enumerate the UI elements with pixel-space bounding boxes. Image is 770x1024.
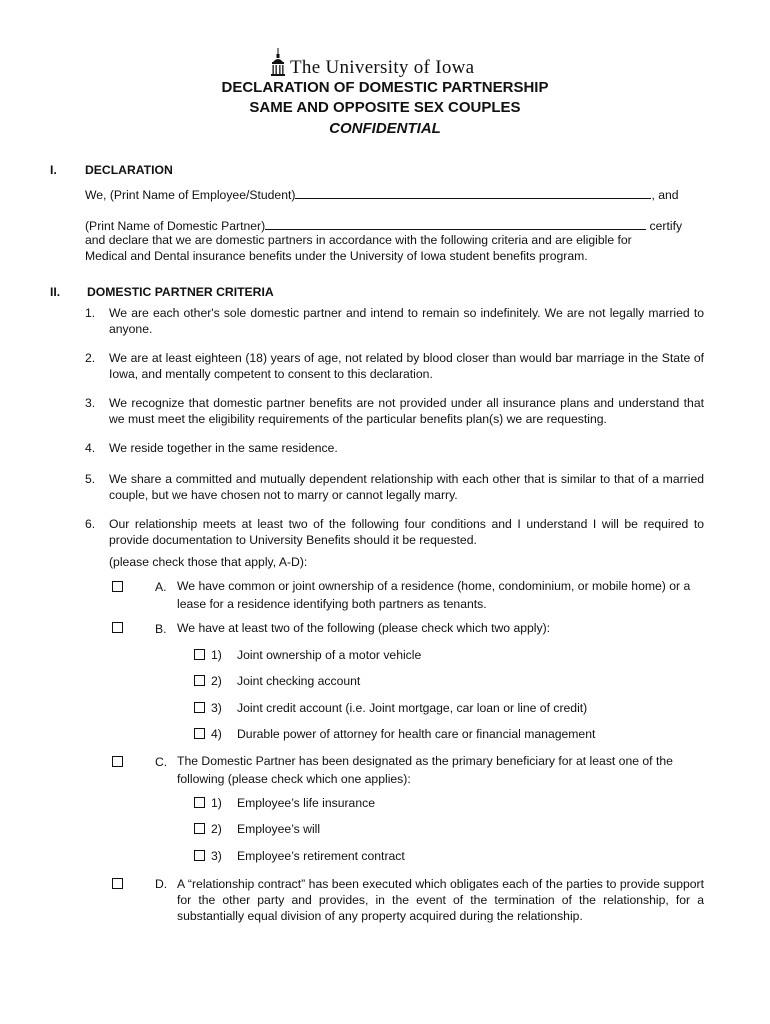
old-capitol-icon bbox=[270, 48, 286, 78]
criterion-text: We are at least eighteen (18) years of age, not related by blood closer than would bar marriage in the State of Iowa, and mentally competent to consent to this declaration. bbox=[109, 351, 704, 381]
criterion-text: Our relationship meets at least two of the following four conditions and I understand I will be required to provide documentation to University Benefits should it be requested. bbox=[109, 517, 704, 547]
option-d-checkbox[interactable] bbox=[112, 878, 123, 889]
document-subtitle: SAME AND OPPOSITE SEX COUPLES bbox=[249, 99, 521, 116]
option-a-letter: A. bbox=[155, 580, 167, 594]
partner-name-row bbox=[85, 217, 710, 234]
declaration-text-line3: Medical and Dental insurance benefits under the University of Iowa student benefits program. bbox=[85, 249, 588, 263]
partner-name-field[interactable] bbox=[265, 217, 646, 230]
option-b-sub-text: Durable power of attorney for health care or financial management bbox=[237, 727, 596, 741]
logo-wordmark: The University of Iowa bbox=[290, 57, 475, 78]
option-b-checkbox[interactable] bbox=[112, 622, 123, 633]
option-a-checkbox[interactable] bbox=[112, 581, 123, 592]
option-c-sub-number: 1) bbox=[211, 796, 222, 810]
option-b-sub-text: Joint checking account bbox=[237, 674, 361, 688]
option-d-letter: D. bbox=[155, 877, 168, 891]
option-c-checkbox[interactable] bbox=[112, 756, 123, 767]
criterion-number: 3. bbox=[85, 396, 96, 410]
option-c-sub-checkbox[interactable] bbox=[194, 850, 205, 861]
option-b-sub-checkbox[interactable] bbox=[194, 728, 205, 739]
option-b-sub-number: 3) bbox=[211, 701, 222, 715]
section-1-heading: DECLARATION bbox=[85, 163, 173, 177]
partner-name-suffix: certify bbox=[646, 219, 683, 233]
university-logo bbox=[270, 48, 474, 78]
declaration-text-line2: and declare that we are domestic partners in accordance with the following criteria and are eligible for bbox=[85, 233, 632, 247]
option-c-letter: C. bbox=[155, 755, 168, 769]
option-c-sub-number: 3) bbox=[211, 849, 222, 863]
option-c-sub-text: Employee’s retirement contract bbox=[237, 849, 405, 863]
option-c-sub-text: Employee’s life insurance bbox=[237, 796, 375, 810]
employee-name-row bbox=[85, 186, 705, 203]
criterion-number: 5. bbox=[85, 472, 96, 486]
option-c-sub-checkbox[interactable] bbox=[194, 797, 205, 808]
partner-name-label: (Print Name of Domestic Partner) bbox=[85, 219, 266, 233]
option-c-sub-text: Employee’s will bbox=[237, 822, 321, 836]
criterion-text: We share a committed and mutually dependent relationship with each other that is similar to that of a married couple, but we have chosen not to marry or cannot legally marry. bbox=[109, 472, 704, 502]
section-2-numeral: II. bbox=[50, 285, 61, 299]
check-instruction: (please check those that apply, A-D): bbox=[109, 555, 308, 569]
option-b-sub-text: Joint credit account (i.e. Joint mortgage, car loan or line of credit) bbox=[237, 701, 588, 715]
criterion-number: 4. bbox=[85, 441, 96, 455]
option-b-sub-text: Joint ownership of a motor vehicle bbox=[237, 648, 422, 662]
section-2-heading: DOMESTIC PARTNER CRITERIA bbox=[87, 285, 274, 299]
criterion-number: 1. bbox=[85, 306, 96, 320]
option-b-sub-number: 2) bbox=[211, 674, 222, 688]
option-c-text: The Domestic Partner has been designated as the primary beneficiary for at least one of the following (please check which one applies): bbox=[177, 754, 673, 786]
criterion-text: We reside together in the same residence. bbox=[109, 441, 338, 455]
option-c-sub-number: 2) bbox=[211, 822, 222, 836]
criterion-number: 2. bbox=[85, 351, 96, 365]
confidential-label: CONFIDENTIAL bbox=[329, 120, 441, 137]
document-title: DECLARATION OF DOMESTIC PARTNERSHIP bbox=[221, 79, 549, 96]
option-d-text: A “relationship contract” has been executed which obligates each of the parties to provide support for the other party and provides, in the event of the termination of the relationship, for a substantially equal division of any property acquired during the relationship. bbox=[177, 877, 704, 923]
criterion-text: We are each other's sole domestic partner and intend to remain so indefinitely. We are not legally married to anyone. bbox=[109, 306, 704, 336]
employee-name-label: We, (Print Name of Employee/Student) bbox=[85, 188, 296, 202]
option-b-sub-checkbox[interactable] bbox=[194, 675, 205, 686]
option-b-sub-number: 1) bbox=[211, 648, 222, 662]
option-a-text: We have common or joint ownership of a residence (home, condominium, or mobile home) or a lease for a residence identifying both partners as tenants. bbox=[177, 579, 691, 611]
option-b-letter: B. bbox=[155, 622, 167, 636]
option-b-text: We have at least two of the following (please check which two apply): bbox=[177, 621, 551, 635]
employee-name-suffix: , and bbox=[651, 188, 679, 202]
option-c-sub-checkbox[interactable] bbox=[194, 823, 205, 834]
option-b-sub-number: 4) bbox=[211, 727, 222, 741]
option-b-sub-checkbox[interactable] bbox=[194, 702, 205, 713]
section-1-numeral: I. bbox=[50, 163, 57, 177]
option-b-sub-checkbox[interactable] bbox=[194, 649, 205, 660]
criterion-text: We recognize that domestic partner benefits are not provided under all insurance plans and understand that we must meet the eligibility requirements of the particular benefits plan(s) we are requesting. bbox=[109, 396, 704, 426]
employee-name-field[interactable] bbox=[295, 186, 651, 199]
criterion-number: 6. bbox=[85, 517, 96, 531]
